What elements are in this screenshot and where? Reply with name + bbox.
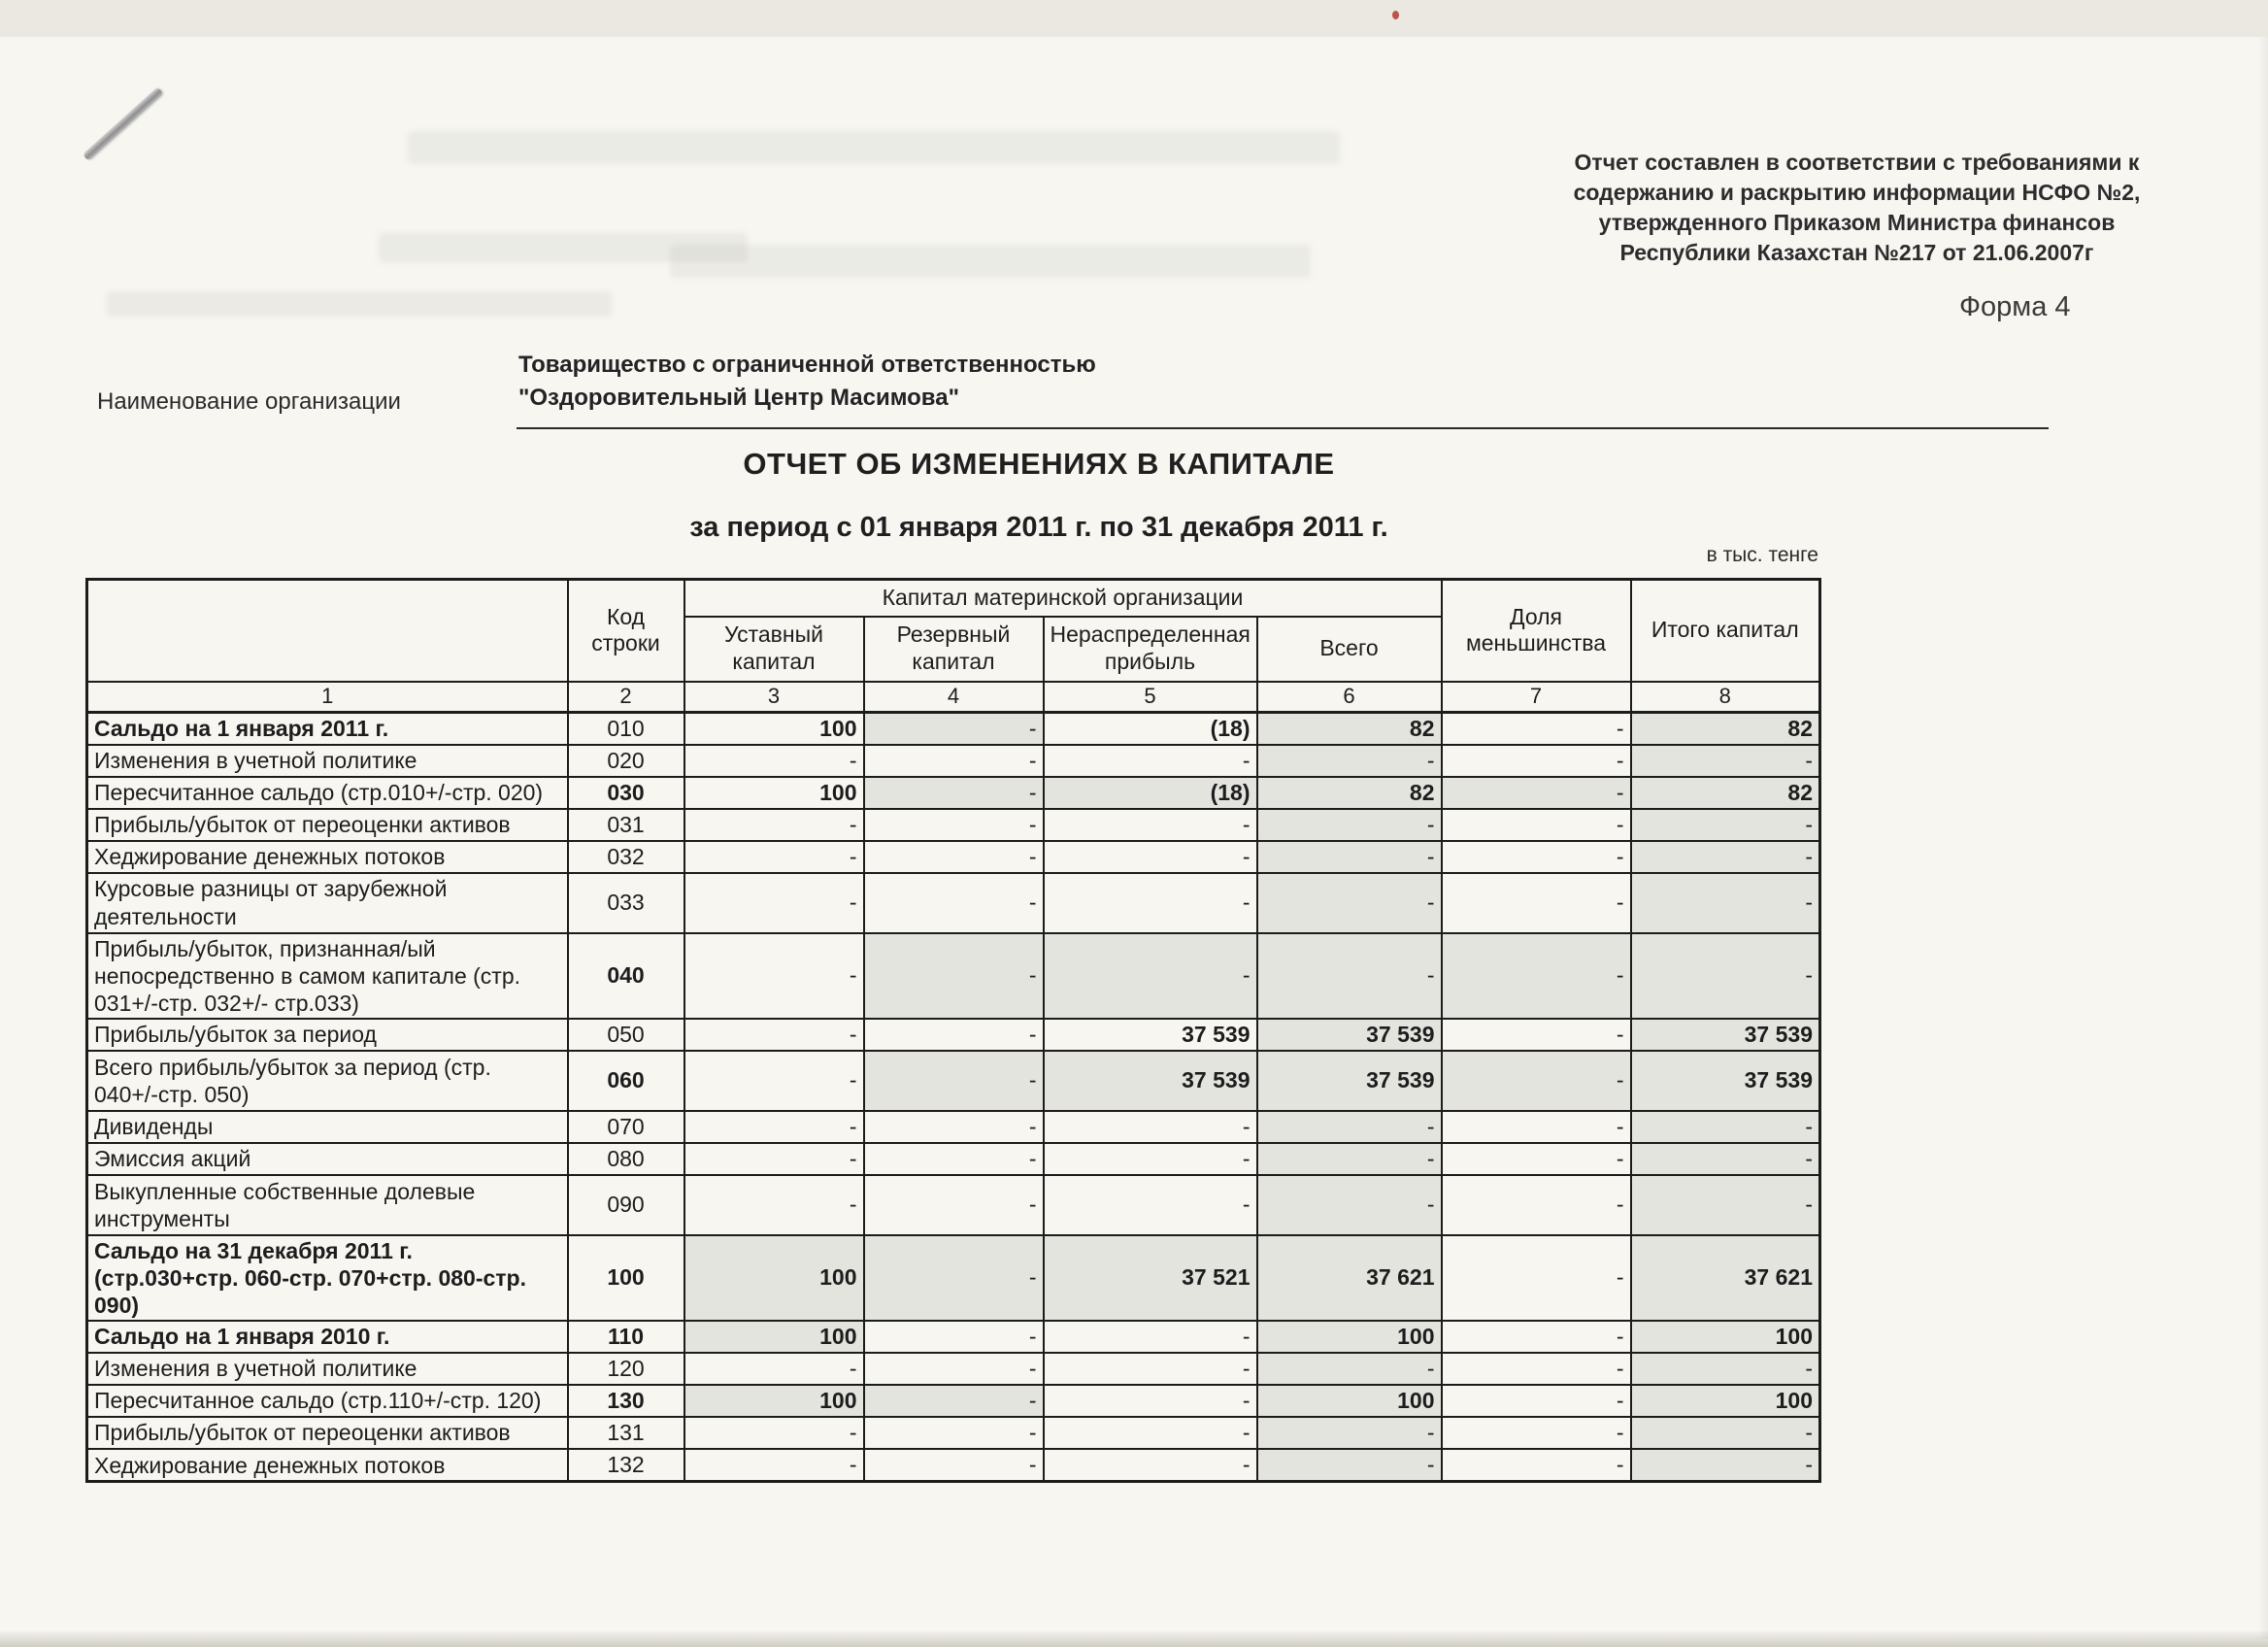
value-cell: - [1442, 1235, 1631, 1321]
value-cell: 82 [1631, 777, 1820, 809]
row-label-cell: Хеджирование денежных потоков [87, 841, 568, 873]
table-body [87, 713, 1820, 1482]
value-cell: - [864, 841, 1044, 873]
row-label-cell: Пересчитанное сальдо (стр.110+/-стр. 120) [87, 1385, 568, 1417]
value-cell: - [864, 1385, 1044, 1417]
value-cell: - [864, 713, 1044, 745]
row-code-cell: 030 [568, 777, 684, 809]
table-row [87, 1235, 1820, 1321]
value-cell: - [1631, 1449, 1820, 1482]
header-empty-cell [87, 580, 568, 682]
value-cell: - [684, 745, 864, 777]
value-cell: 37 539 [1257, 1019, 1442, 1051]
value-cell: - [1442, 1385, 1631, 1417]
value-cell: - [1631, 1111, 1820, 1143]
value-cell: - [1442, 1175, 1631, 1235]
value-cell: - [1631, 933, 1820, 1019]
row-label-cell: Изменения в учетной политике [87, 1353, 568, 1385]
value-cell: - [864, 745, 1044, 777]
value-cell: - [1044, 809, 1257, 841]
value-cell: - [864, 809, 1044, 841]
header-charter-capital: Уставный капитал [684, 617, 864, 682]
row-label-cell: Сальдо на 31 декабря 2011 г. (стр.030+стр. 060-стр. 070+стр. 080-стр. 090) [87, 1235, 568, 1321]
column-number: 8 [1631, 682, 1820, 713]
value-cell: - [1442, 713, 1631, 745]
value-cell: 100 [684, 1385, 864, 1417]
value-cell: - [1044, 1417, 1257, 1449]
header-total-cell: Итого капитал [1631, 580, 1820, 682]
row-code-cell: 110 [568, 1321, 684, 1353]
value-cell: (18) [1044, 713, 1257, 745]
report-period: за период с 01 января 2011 г. по 31 декабря 2011 г. [689, 512, 1388, 543]
value-cell: - [864, 1111, 1044, 1143]
row-code-cell: 020 [568, 745, 684, 777]
value-cell: - [1442, 1051, 1631, 1111]
table-row [87, 841, 1820, 873]
value-cell: - [1257, 809, 1442, 841]
value-cell: - [1257, 873, 1442, 933]
value-cell: 100 [684, 1235, 864, 1321]
org-name-line: "Оздоровительный Центр Масимова" [518, 385, 959, 411]
row-code-cell: 132 [568, 1449, 684, 1482]
value-cell: - [1044, 841, 1257, 873]
table-row [87, 933, 1820, 1019]
table-row [87, 777, 1820, 809]
value-cell: 37 521 [1044, 1235, 1257, 1321]
row-code-cell: 131 [568, 1417, 684, 1449]
header-note-line: Отчет составлен в соответствии с требованиями к [1574, 150, 2140, 175]
value-cell: - [684, 841, 864, 873]
value-cell: - [1442, 873, 1631, 933]
row-code-cell: 060 [568, 1051, 684, 1111]
value-cell: - [864, 1321, 1044, 1353]
table-row [87, 873, 1820, 933]
row-code-cell: 130 [568, 1385, 684, 1417]
header-subtotal: Всего [1257, 617, 1442, 682]
units-label: в тыс. тенге [1706, 544, 1818, 566]
value-cell: - [1044, 1111, 1257, 1143]
value-cell: - [1442, 1143, 1631, 1175]
table-row [87, 1051, 1820, 1111]
report-title: ОТЧЕТ ОБ ИЗМЕНЕНИЯХ В КАПИТАЛЕ [743, 447, 1335, 481]
row-label-cell: Прибыль/убыток от переоценки активов [87, 1417, 568, 1449]
row-code-cell: 050 [568, 1019, 684, 1051]
value-cell: - [1631, 1143, 1820, 1175]
equity-table [85, 578, 1821, 1483]
value-cell: 37 621 [1257, 1235, 1442, 1321]
value-cell: 100 [1631, 1385, 1820, 1417]
table-row [87, 1321, 1820, 1353]
row-code-cell: 100 [568, 1235, 684, 1321]
value-cell: - [864, 1019, 1044, 1051]
value-cell: - [864, 1417, 1044, 1449]
table-row [87, 1143, 1820, 1175]
value-cell: 37 539 [1631, 1019, 1820, 1051]
header-note [1544, 148, 2170, 268]
value-cell: - [1442, 1019, 1631, 1051]
value-cell: - [864, 1143, 1044, 1175]
value-cell: - [1257, 933, 1442, 1019]
row-code-cell: 010 [568, 713, 684, 745]
value-cell: 100 [1631, 1321, 1820, 1353]
row-code-cell: 032 [568, 841, 684, 873]
column-number: 5 [1044, 682, 1257, 713]
row-label-cell: Сальдо на 1 января 2011 г. [87, 713, 568, 745]
value-cell: 100 [684, 1321, 864, 1353]
value-cell: - [1631, 841, 1820, 873]
value-cell: 37 539 [1044, 1051, 1257, 1111]
value-cell: - [684, 1417, 864, 1449]
table-row [87, 1111, 1820, 1143]
value-cell: - [1257, 1449, 1442, 1482]
value-cell: - [864, 777, 1044, 809]
value-cell: (18) [1044, 777, 1257, 809]
value-cell: - [1257, 1111, 1442, 1143]
row-label-cell: Хеджирование денежных потоков [87, 1449, 568, 1482]
column-number: 3 [684, 682, 864, 713]
value-cell: - [1631, 745, 1820, 777]
header-reserve-capital: Резервный капитал [864, 617, 1044, 682]
value-cell: - [1631, 873, 1820, 933]
scan-bleedthrough [107, 291, 612, 317]
value-cell: - [1442, 1417, 1631, 1449]
value-cell: - [1257, 1143, 1442, 1175]
value-cell: 37 539 [1631, 1051, 1820, 1111]
table-row [87, 809, 1820, 841]
value-cell: 37 621 [1631, 1235, 1820, 1321]
value-cell: - [684, 1353, 864, 1385]
value-cell: - [864, 1051, 1044, 1111]
org-name-label: Наименование организации [97, 388, 401, 415]
row-label-cell: Эмиссия акций [87, 1143, 568, 1175]
value-cell: - [864, 1175, 1044, 1235]
table-row [87, 1353, 1820, 1385]
value-cell: - [684, 1175, 864, 1235]
value-cell: - [1044, 745, 1257, 777]
value-cell: - [1257, 1175, 1442, 1235]
value-cell: - [1442, 777, 1631, 809]
value-cell: - [1257, 1417, 1442, 1449]
value-cell: - [1442, 841, 1631, 873]
header-code-cell: Код строки [568, 580, 684, 682]
table-row [87, 1449, 1820, 1482]
value-cell: 37 539 [1257, 1051, 1442, 1111]
value-cell: 82 [1257, 713, 1442, 745]
row-label-cell: Прибыль/убыток за период [87, 1019, 568, 1051]
row-code-cell: 033 [568, 873, 684, 933]
row-code-cell: 120 [568, 1353, 684, 1385]
column-number: 1 [87, 682, 568, 713]
paper-right-edge [2258, 37, 2268, 1639]
value-cell: - [864, 1353, 1044, 1385]
red-speck [1392, 11, 1399, 19]
value-cell: - [1631, 809, 1820, 841]
header-parent-capital-group: Капитал материнской организации [684, 580, 1442, 617]
row-label-cell: Курсовые разницы от зарубежной деятельности [87, 873, 568, 933]
header-note-line: Республики Казахстан №217 от 21.06.2007г [1619, 240, 2094, 265]
table-row [87, 1175, 1820, 1235]
value-cell: - [1442, 1353, 1631, 1385]
value-cell: - [1044, 933, 1257, 1019]
value-cell: - [684, 873, 864, 933]
value-cell: - [1631, 1353, 1820, 1385]
column-number: 7 [1442, 682, 1631, 713]
table-row [87, 713, 1820, 745]
header-note-line: утвержденного Приказом Министра финансов [1598, 210, 2116, 235]
value-cell: - [864, 1449, 1044, 1482]
header-minority-cell: Доля меньшинства [1442, 580, 1631, 682]
value-cell: - [1044, 1385, 1257, 1417]
value-cell: - [1044, 1143, 1257, 1175]
value-cell: - [684, 1051, 864, 1111]
row-code-cell: 090 [568, 1175, 684, 1235]
column-number: 6 [1257, 682, 1442, 713]
value-cell: - [1442, 1449, 1631, 1482]
table-row [87, 1385, 1820, 1417]
row-label-cell: Выкупленные собственные долевые инструменты [87, 1175, 568, 1235]
value-cell: - [1257, 1353, 1442, 1385]
value-cell: 100 [1257, 1321, 1442, 1353]
value-cell: - [684, 1449, 864, 1482]
value-cell: - [1044, 1321, 1257, 1353]
value-cell: - [1044, 873, 1257, 933]
value-cell: - [1442, 1321, 1631, 1353]
value-cell: - [684, 1143, 864, 1175]
row-label-cell: Изменения в учетной политике [87, 745, 568, 777]
column-number: 2 [568, 682, 684, 713]
row-label-cell: Прибыль/убыток от переоценки активов [87, 809, 568, 841]
value-cell: 100 [684, 713, 864, 745]
value-cell: - [684, 809, 864, 841]
value-cell: 82 [1631, 713, 1820, 745]
row-label-cell: Прибыль/убыток, признанная/ый непосредственно в самом капитале (стр. 031+/-стр. 032+/- стр.033) [87, 933, 568, 1019]
row-code-cell: 031 [568, 809, 684, 841]
value-cell: - [1442, 933, 1631, 1019]
row-label-cell: Всего прибыль/убыток за период (стр. 040+/-стр. 050) [87, 1051, 568, 1111]
table-row [87, 1019, 1820, 1051]
value-cell: - [1257, 841, 1442, 873]
value-cell: - [684, 1111, 864, 1143]
value-cell: - [1044, 1449, 1257, 1482]
org-name-underline [517, 427, 2049, 429]
table-row [87, 1417, 1820, 1449]
value-cell: - [684, 1019, 864, 1051]
value-cell: 82 [1257, 777, 1442, 809]
value-cell: - [1044, 1175, 1257, 1235]
table-row [87, 745, 1820, 777]
row-code-cell: 080 [568, 1143, 684, 1175]
value-cell: - [1442, 745, 1631, 777]
value-cell: - [864, 1235, 1044, 1321]
form-number-label: Форма 4 [1959, 291, 2071, 322]
scan-bleedthrough [670, 245, 1311, 278]
value-cell: - [1631, 1175, 1820, 1235]
scan-bleedthrough [408, 131, 1340, 164]
row-code-cell: 040 [568, 933, 684, 1019]
value-cell: 100 [684, 777, 864, 809]
value-cell: 37 539 [1044, 1019, 1257, 1051]
value-cell: - [1442, 1111, 1631, 1143]
table-header-group-row [87, 580, 1820, 617]
value-cell: - [1257, 745, 1442, 777]
org-type-line: Товарищество с ограниченной ответственностью [518, 352, 1096, 378]
row-label-cell: Сальдо на 1 января 2010 г. [87, 1321, 568, 1353]
header-note-line: содержанию и раскрытию информации НСФО №2, [1573, 180, 2141, 205]
value-cell: - [864, 873, 1044, 933]
row-label-cell: Дивиденды [87, 1111, 568, 1143]
value-cell: - [1044, 1353, 1257, 1385]
row-code-cell: 070 [568, 1111, 684, 1143]
value-cell: - [1631, 1417, 1820, 1449]
value-cell: - [864, 933, 1044, 1019]
value-cell: - [684, 933, 864, 1019]
row-label-cell: Пересчитанное сальдо (стр.010+/-стр. 020) [87, 777, 568, 809]
header-retained-earnings: Нераспределенная прибыль [1044, 617, 1257, 682]
paper-bottom-edge [0, 1631, 2268, 1647]
column-number: 4 [864, 682, 1044, 713]
column-numbers-row [87, 682, 1820, 713]
value-cell: - [1442, 809, 1631, 841]
value-cell: 100 [1257, 1385, 1442, 1417]
